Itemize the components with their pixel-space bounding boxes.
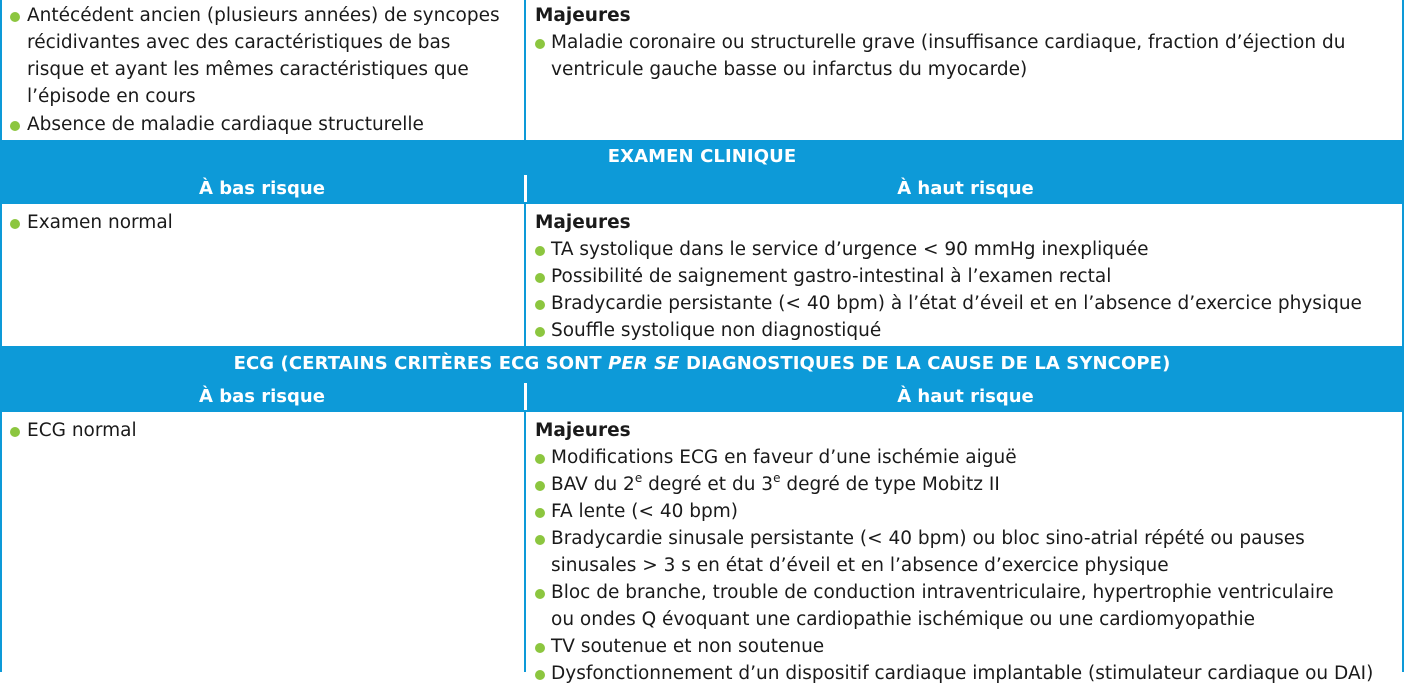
bullet-icon (535, 39, 545, 49)
list-item: Absence de maladie cardiaque structurelle (27, 114, 424, 135)
subheader-row (0, 381, 1404, 412)
list-item-continuation: sinusales > 3 s en état d’éveil et en l’absence d’exercice physique (551, 555, 1169, 576)
majeures-heading: Majeures (535, 5, 631, 26)
high-risk-header: À haut risque (897, 386, 1034, 407)
superscript: e (773, 470, 781, 485)
superscript: e (634, 470, 643, 485)
list-item-continuation: récidivantes avec des caractéristiques de bas (27, 32, 451, 53)
bullet-icon (10, 121, 20, 131)
majeures-heading: Majeures (535, 420, 631, 441)
low-risk-header: À bas risque (199, 178, 325, 199)
column-divider (524, 412, 526, 672)
subheader-row (0, 173, 1404, 204)
list-item: TV soutenue et non soutenue (551, 636, 825, 657)
bullet-icon (535, 454, 545, 464)
list-item-continuation: l’épisode en cours (27, 86, 196, 107)
list-item: Modifications ECG en faveur d’une ischémie aiguë (551, 447, 1017, 468)
ecg-title-italic: PER SE (608, 353, 680, 374)
text-part: degré de type Mobitz II (780, 474, 1000, 495)
list-item: Antécédent ancien (plusieurs années) de syncopes (27, 5, 500, 26)
section-title-examen: EXAMEN CLINIQUE (0, 140, 1404, 173)
list-item: Bradycardie sinusale persistante (< 40 bpm) ou bloc sino-atrial répété ou pauses (551, 528, 1305, 549)
bullet-icon (535, 670, 545, 680)
list-item-continuation: risque et ayant les mêmes caractéristiques que (27, 59, 469, 80)
list-item: Examen normal (27, 212, 173, 233)
list-item: Possibilité de saignement gastro-intestinal à l’examen rectal (551, 266, 1112, 287)
column-divider (524, 0, 526, 140)
bullet-icon (535, 481, 545, 491)
bullet-icon (10, 12, 20, 22)
list-item: Souffle systolique non diagnostiqué (551, 320, 882, 341)
bullet-icon (535, 589, 545, 599)
list-item-continuation: ou ondes Q évoquant une cardiopathie ischémique ou une cardiomyopathie (551, 609, 1255, 630)
bullet-icon (535, 535, 545, 545)
bullet-icon (10, 219, 20, 229)
low-risk-header: À bas risque (199, 386, 325, 407)
list-item: Bradycardie persistante (< 40 bpm) à l’état d’éveil et en l’absence d’exercice physique (551, 293, 1362, 314)
bullet-icon (535, 246, 545, 256)
list-item: Dysfonctionnement d’un dispositif cardiaque implantable (stimulateur cardiaque ou DAI) (551, 663, 1374, 684)
majeures-heading: Majeures (535, 212, 631, 233)
list-item (551, 471, 1000, 498)
list-item: TA systolique dans le service d’urgence < 90 mmHg inexpliquée (551, 239, 1149, 260)
list-item: FA lente (< 40 bpm) (551, 501, 738, 522)
bullet-icon (10, 427, 20, 437)
bullet-icon (535, 327, 545, 337)
text-part: BAV du 2 (551, 474, 635, 495)
column-divider (524, 204, 526, 346)
list-item: Maladie coronaire ou structurelle grave (insuffisance cardiaque, fraction d’éjection du (551, 32, 1346, 53)
list-item: ECG normal (27, 420, 137, 441)
ecg-title-part: ECG (CERTAINS CRITÈRES ECG SONT (233, 353, 609, 374)
list-item: Bloc de branche, trouble de conduction intraventriculaire, hypertrophie ventriculaire (551, 582, 1334, 603)
section-title-ecg (0, 346, 1404, 381)
bullet-icon (535, 273, 545, 283)
bullet-icon (535, 508, 545, 518)
bullet-icon (535, 300, 545, 310)
high-risk-header: À haut risque (897, 178, 1034, 199)
list-item-continuation: ventricule gauche basse ou infarctus du myocarde) (551, 59, 1028, 80)
bullet-icon (535, 643, 545, 653)
ecg-title-part: DIAGNOSTIQUES DE LA CAUSE DE LA SYNCOPE) (679, 353, 1171, 374)
text-part: degré et du 3 (642, 474, 774, 495)
